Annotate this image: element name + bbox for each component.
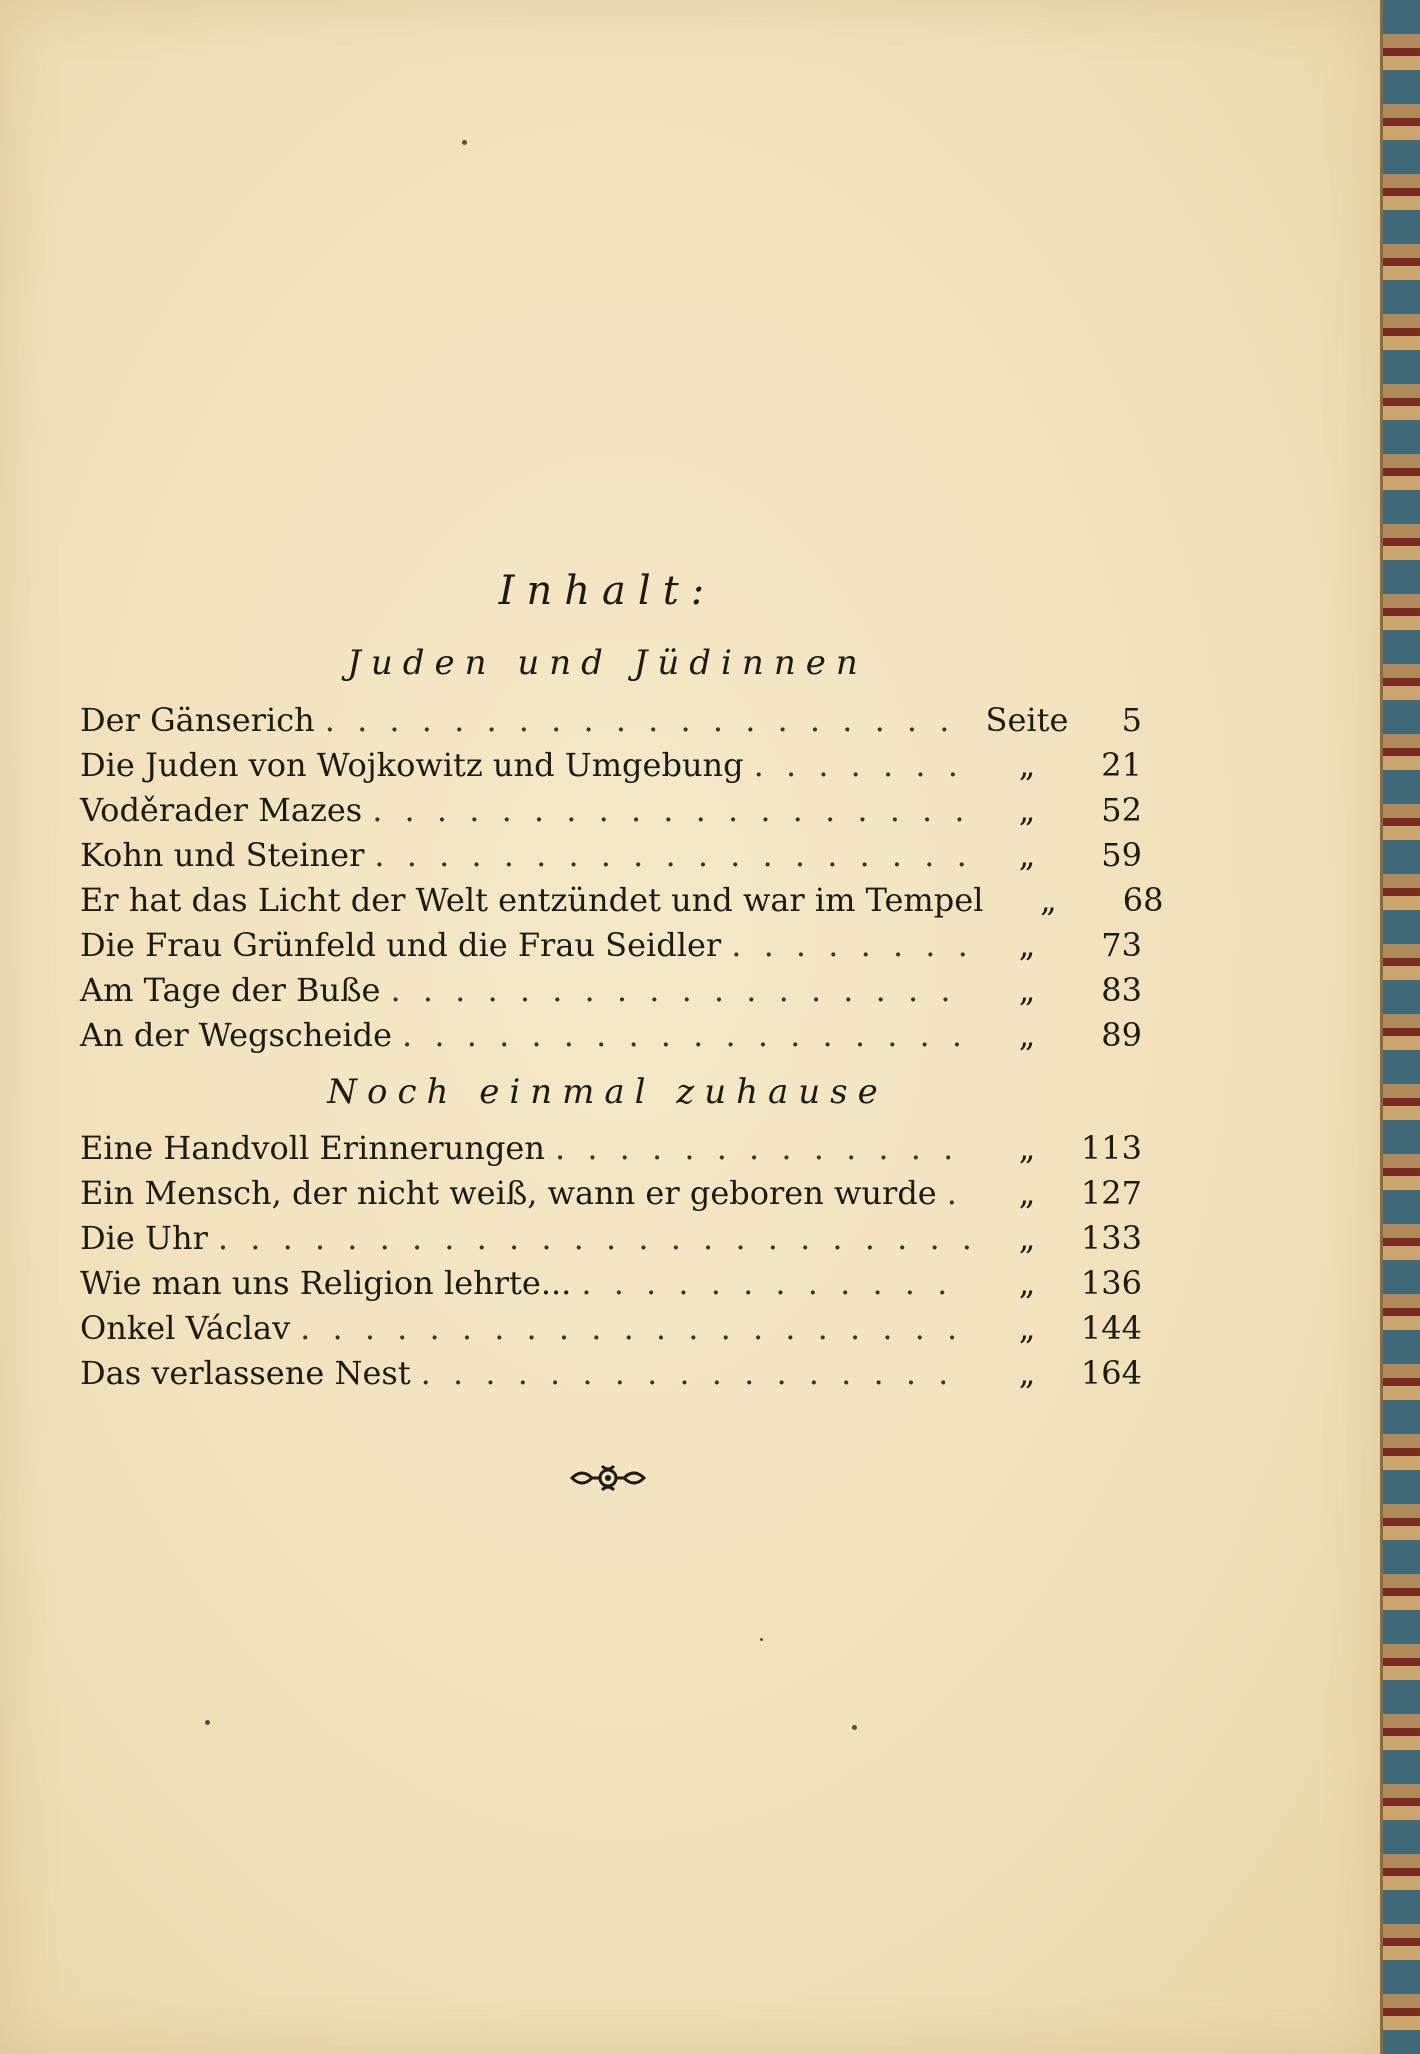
- toc-entry: [80, 923, 1142, 968]
- toc-entry-title: Kohn und Steiner: [80, 836, 365, 874]
- toc-page-number: 127: [1080, 1174, 1142, 1212]
- paper-speck: [760, 1638, 763, 1641]
- toc-entry-title: Wie man uns Religion lehrte...: [80, 1264, 572, 1302]
- toc-page-number: 73: [1101, 926, 1142, 964]
- toc-page-prefix: „: [1040, 881, 1057, 919]
- toc-page-number: 68: [1122, 881, 1164, 919]
- toc-page-number: 5: [1121, 701, 1142, 739]
- toc-entry-title: Der Gänserich: [80, 701, 315, 739]
- dot-leader: [325, 698, 972, 743]
- toc-page-number: 113: [1080, 1129, 1142, 1167]
- toc-entry-title: Onkel Václav: [80, 1309, 291, 1347]
- section-heading-2: Noch einmal zuhause: [327, 1072, 888, 1112]
- dot-leader: [390, 968, 972, 1013]
- toc-entry: [80, 833, 1142, 878]
- toc-page-number: 136: [1080, 1264, 1142, 1302]
- toc-page-number: 144: [1080, 1309, 1142, 1347]
- toc-entry: [80, 1216, 1142, 1261]
- toc-list-section-1: [80, 698, 1164, 1058]
- toc-page-prefix: „: [1018, 791, 1036, 829]
- toc-entry: [80, 878, 1164, 923]
- toc-page-number: 89: [1101, 1016, 1142, 1054]
- toc-page-prefix: „: [1018, 1354, 1036, 1392]
- dot-leader: [754, 743, 972, 788]
- toc-entry-title: Er hat das Licht der Welt entzündet und war im Tempel: [80, 881, 984, 919]
- dot-leader: [372, 788, 972, 833]
- dot-leader: [421, 1351, 972, 1396]
- toc-page-prefix: „: [1018, 746, 1036, 784]
- toc-entry: [80, 1126, 1142, 1171]
- dot-leader: [402, 1013, 972, 1058]
- book-edge-binding: [1380, 0, 1420, 2054]
- fleuron-ornament-icon: [568, 1458, 648, 1498]
- dot-leader: [947, 1171, 972, 1216]
- toc-entry-title: Eine Handvoll Erinnerungen: [80, 1129, 545, 1167]
- toc-page-number: 164: [1080, 1354, 1142, 1392]
- toc-page-prefix: „: [1018, 1309, 1036, 1347]
- toc-page-prefix: „: [1018, 1219, 1036, 1257]
- toc-page-prefix: „: [1018, 1129, 1036, 1167]
- toc-entry-title: Die Juden von Wojkowitz und Umgebung: [80, 746, 744, 784]
- toc-page-prefix: „: [1018, 1016, 1036, 1054]
- dot-leader: [218, 1216, 972, 1261]
- paper-speck: [852, 1725, 857, 1730]
- toc-entry-title: An der Wegscheide: [80, 1016, 393, 1054]
- toc-entry-title: Ein Mensch, der nicht weiß, wann er geboren wurde: [80, 1174, 937, 1212]
- dot-leader: [555, 1126, 972, 1171]
- dot-leader: [300, 1306, 972, 1351]
- toc-entry-title: Das verlassene Nest: [80, 1354, 411, 1392]
- dot-leader: [581, 1261, 972, 1306]
- dot-leader: [374, 833, 972, 878]
- toc-entry: [80, 743, 1142, 788]
- toc-page-number: 52: [1101, 791, 1142, 829]
- toc-entry-title: Voděrader Mazes: [80, 791, 363, 829]
- toc-entry: [80, 788, 1142, 833]
- toc-entry: [80, 1306, 1142, 1351]
- toc-page-prefix: Seite: [985, 701, 1069, 739]
- paper-speck: [462, 140, 467, 145]
- toc-list-section-2: [80, 1126, 1142, 1396]
- toc-page-prefix: „: [1018, 926, 1036, 964]
- toc-entry: [80, 1261, 1142, 1306]
- toc-page-number: 83: [1101, 971, 1142, 1009]
- toc-page-number: 21: [1101, 746, 1142, 784]
- toc-entry-title: Am Tage der Buße: [80, 971, 381, 1009]
- toc-entry: [80, 1351, 1142, 1396]
- section-heading-1: Juden und Jüdinnen: [347, 643, 868, 683]
- paper-speck: [205, 1720, 210, 1725]
- toc-page-prefix: „: [1018, 836, 1036, 874]
- toc-page-number: 133: [1080, 1219, 1142, 1257]
- dot-leader: [731, 923, 972, 968]
- toc-page-number: 59: [1101, 836, 1142, 874]
- toc-page-prefix: „: [1018, 971, 1036, 1009]
- toc-entry-title: Die Uhr: [80, 1219, 208, 1257]
- toc-entry: [80, 1013, 1142, 1058]
- toc-page-prefix: „: [1018, 1264, 1036, 1302]
- toc-page-prefix: „: [1018, 1174, 1036, 1212]
- toc-title: Inhalt:: [498, 568, 717, 614]
- toc-entry-title: Die Frau Grünfeld und die Frau Seidler: [80, 926, 722, 964]
- toc-entry: [80, 968, 1142, 1013]
- toc-entry: [80, 698, 1142, 743]
- toc-entry: [80, 1171, 1142, 1216]
